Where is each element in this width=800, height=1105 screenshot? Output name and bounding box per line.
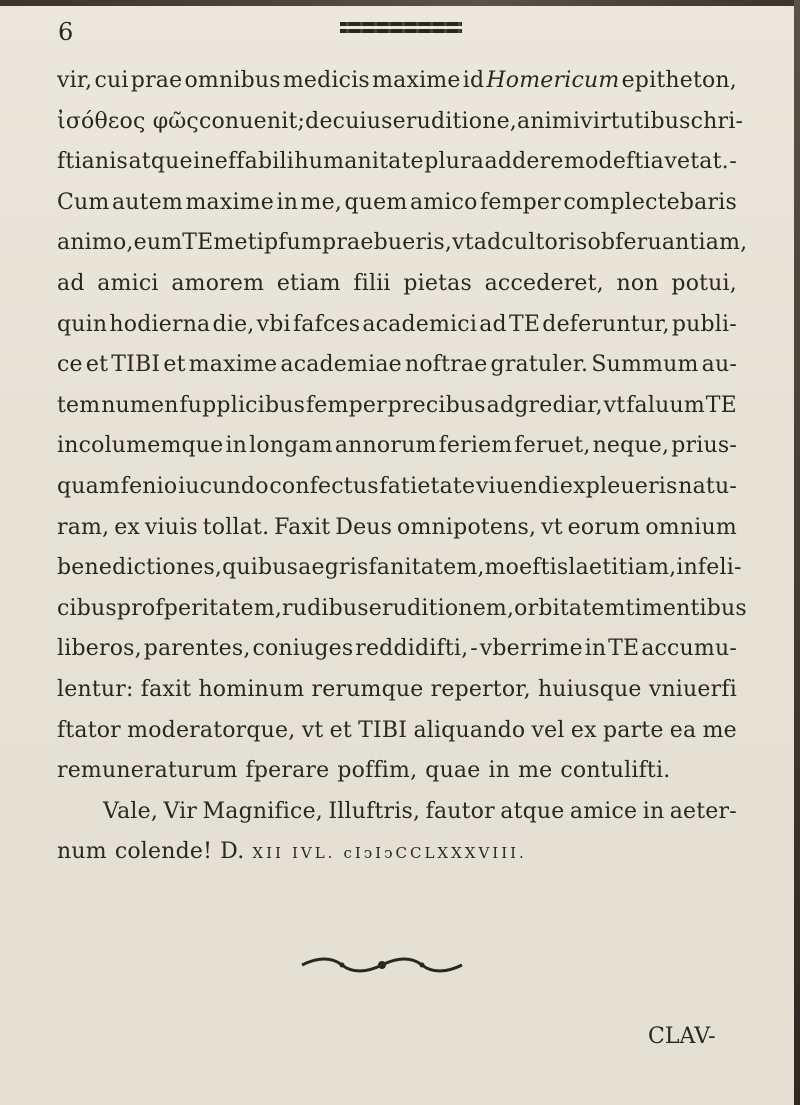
word: me <box>702 717 737 743</box>
word: cultoris <box>501 230 588 256</box>
word: vniuerfi <box>648 676 737 702</box>
word: parte <box>602 717 664 743</box>
word: eruditione, <box>392 108 517 134</box>
word: - <box>729 149 737 175</box>
word: prius- <box>671 433 737 459</box>
text-line <box>57 230 748 271</box>
word: maxime <box>185 189 274 215</box>
word: expleueris <box>559 473 678 499</box>
text-line <box>57 312 737 353</box>
word: - <box>470 636 478 662</box>
word: deferuntur, <box>542 311 670 337</box>
word: eum <box>133 230 183 256</box>
word: vt <box>301 717 324 743</box>
word: eorum <box>567 514 641 540</box>
word: amice <box>569 798 638 824</box>
word: atque <box>500 798 565 824</box>
headpiece-ornament <box>340 22 462 36</box>
word: Homericum <box>486 68 620 93</box>
text-line <box>57 555 742 596</box>
word: et <box>163 352 186 378</box>
text-line <box>57 190 737 231</box>
word: ad <box>473 230 502 256</box>
word: die, <box>212 311 255 337</box>
word: tem <box>57 392 101 418</box>
tailpiece-ornament <box>298 953 466 977</box>
word: in <box>276 189 299 215</box>
text-line <box>57 68 737 109</box>
word: accederet, <box>484 270 604 296</box>
word: noftrae <box>404 352 488 378</box>
text-line <box>57 515 737 556</box>
word: ἰσόθεος φῶς <box>57 108 199 134</box>
word: poffim, <box>337 758 418 784</box>
word: academiae <box>280 352 402 378</box>
word: humanitate <box>294 149 424 175</box>
word: atque <box>128 149 193 175</box>
word: amici <box>97 270 159 296</box>
word: publi- <box>671 311 737 337</box>
word: TIBI <box>358 717 408 743</box>
word: virtutibus <box>580 108 691 134</box>
word: viuendi <box>475 473 560 499</box>
page-right-edge <box>794 0 800 1105</box>
word: quibus <box>222 555 299 581</box>
text-line <box>57 433 737 474</box>
word: Illuftris, <box>328 798 421 824</box>
word: parentes, <box>143 636 251 662</box>
word: contulifti. <box>560 758 671 784</box>
word: potui, <box>671 270 737 296</box>
word: ad <box>479 311 507 337</box>
word: modeftia <box>564 149 664 175</box>
word: quem <box>344 189 408 215</box>
word: addere <box>484 149 564 175</box>
word: Cum <box>57 189 110 215</box>
word: vel <box>531 717 565 743</box>
word: femper <box>305 392 387 418</box>
word: tollat. <box>202 514 270 540</box>
word: id <box>462 68 485 93</box>
word: omnibus <box>184 68 281 93</box>
word: obferuantiam, <box>587 230 748 256</box>
word: maxime <box>188 352 278 378</box>
word: cuius <box>332 108 393 134</box>
text-line <box>57 352 737 393</box>
word: infeli- <box>676 555 742 581</box>
word: rerumque <box>311 676 424 702</box>
word: fatietate <box>379 473 476 499</box>
word: incolumemque <box>57 433 224 459</box>
word: profperitatem, <box>116 595 283 621</box>
word: me, <box>300 189 343 215</box>
word: ex <box>114 514 141 540</box>
word: remuneraturum <box>57 758 238 784</box>
word: neque, <box>592 433 670 459</box>
word: fautor <box>425 798 495 824</box>
word: fanitatem, <box>368 555 485 581</box>
word: hodierna <box>109 311 211 337</box>
text-line <box>57 108 744 150</box>
word: TE <box>608 636 640 662</box>
word: TIBI <box>111 352 161 378</box>
word: hominum <box>198 676 305 702</box>
word: fperare <box>245 758 330 784</box>
word: aliquando <box>413 717 526 743</box>
word: vt <box>452 230 474 256</box>
text-line <box>57 595 747 637</box>
text-line <box>57 393 737 434</box>
word: pietas <box>403 270 472 296</box>
word: cui <box>94 68 129 93</box>
word: in <box>584 636 607 662</box>
word: animo, <box>57 230 134 256</box>
word: vbi <box>256 311 291 337</box>
word: quae <box>425 758 481 784</box>
word: aeter- <box>669 798 737 824</box>
word: et <box>329 717 352 743</box>
body-text <box>57 68 748 880</box>
word: TE <box>182 230 214 256</box>
word: ram, <box>57 514 110 540</box>
word: vetat. <box>664 149 729 175</box>
word: natu- <box>678 473 737 499</box>
text-line <box>57 799 737 840</box>
word: conuenit; <box>198 108 306 134</box>
word: amico <box>409 189 478 215</box>
word: amorem <box>171 270 265 296</box>
word: vt <box>541 514 563 540</box>
word: cIↄIↄCCLXXXVIII. <box>343 844 527 863</box>
word: timentibus <box>625 595 747 621</box>
word: D. <box>220 839 245 865</box>
word: IVL. <box>291 844 336 863</box>
word: omnipotens, <box>397 514 537 540</box>
word: adgrediar, <box>486 392 603 418</box>
word: ce <box>57 352 83 378</box>
word: complectebaris <box>563 189 737 215</box>
word: precibus <box>387 392 486 418</box>
word: quin <box>57 311 108 337</box>
catchword: CLAV- <box>648 1024 716 1049</box>
word: TE <box>508 311 541 337</box>
word: viuis <box>144 514 198 540</box>
word: vir, <box>57 68 93 93</box>
word: eruditionem, <box>368 595 515 621</box>
word: de <box>305 108 333 134</box>
text-line <box>57 636 737 677</box>
word: medicis <box>282 68 370 93</box>
word: coniuges <box>252 636 354 662</box>
page-top-edge <box>0 0 800 6</box>
word: numen <box>101 392 179 418</box>
word: feruet, <box>514 433 591 459</box>
word: non <box>616 270 659 296</box>
word: Magnifice, <box>202 798 323 824</box>
word: Deus <box>335 514 393 540</box>
word: ineffabili <box>193 149 294 175</box>
word: in <box>642 798 665 824</box>
word: fafces <box>292 311 361 337</box>
word: in <box>488 758 511 784</box>
word: moderatorque, <box>127 717 296 743</box>
word: chri- <box>690 108 744 134</box>
word: TE <box>705 392 737 418</box>
text-line <box>57 758 737 799</box>
word: moeftis <box>484 555 569 581</box>
word: ad <box>57 270 85 296</box>
word: Vir <box>163 798 198 824</box>
word: laetitiam, <box>568 555 677 581</box>
word: faxit <box>140 676 192 702</box>
word: ea <box>669 717 697 743</box>
word: accumu- <box>641 636 737 662</box>
word: feriem <box>438 433 513 459</box>
word: vt <box>603 392 626 418</box>
word: ex <box>570 717 597 743</box>
word: filii <box>353 270 391 296</box>
word: reddidifti, <box>355 636 469 662</box>
word: plura <box>424 149 485 175</box>
word: repertor, <box>430 676 531 702</box>
word: me <box>518 758 553 784</box>
word: aegris <box>298 555 369 581</box>
word: ftianis <box>57 149 129 175</box>
word: Faxit <box>274 514 331 540</box>
word: colende! <box>114 839 213 865</box>
page-number: 6 <box>58 18 74 46</box>
word: praebueris, <box>322 230 453 256</box>
word: annorum <box>334 433 437 459</box>
word: num <box>57 839 107 865</box>
word: huiusque <box>537 676 642 702</box>
word: vberrime <box>479 636 583 662</box>
word: fenio <box>120 473 178 499</box>
word: lentur: <box>57 676 134 702</box>
word: iucundo <box>178 473 269 499</box>
word: quam <box>57 473 121 499</box>
word: in <box>225 433 248 459</box>
word: faluum <box>626 392 705 418</box>
word: cibus <box>57 595 117 621</box>
word: fupplicibus <box>179 392 306 418</box>
word: animi <box>517 108 581 134</box>
word: ftator <box>57 717 121 743</box>
text-line <box>57 271 737 312</box>
word: femper <box>480 189 561 215</box>
word: etiam <box>276 270 341 296</box>
word: omnium <box>645 514 737 540</box>
word: prae <box>130 68 183 93</box>
word: liberos, <box>57 636 142 662</box>
word: academici <box>362 311 478 337</box>
text-line <box>57 677 737 718</box>
word: maxime <box>372 68 461 93</box>
word: benedictiones, <box>57 555 223 581</box>
word: au- <box>701 352 737 378</box>
word: et <box>85 352 109 378</box>
word: Vale, <box>103 798 159 824</box>
word: XII <box>252 844 284 863</box>
text-line <box>57 839 737 880</box>
word: Summum <box>591 352 699 378</box>
word: rudibus <box>282 595 369 621</box>
word: autem <box>111 189 183 215</box>
word: epitheton, <box>621 68 737 93</box>
word: orbitatem <box>514 595 626 621</box>
word: gratuler. <box>490 352 589 378</box>
text-line <box>57 718 737 759</box>
text-line <box>57 149 737 190</box>
text-line <box>57 474 737 515</box>
word: longam <box>249 433 333 459</box>
word: metipfum <box>213 230 323 256</box>
word: confectus <box>269 473 379 499</box>
